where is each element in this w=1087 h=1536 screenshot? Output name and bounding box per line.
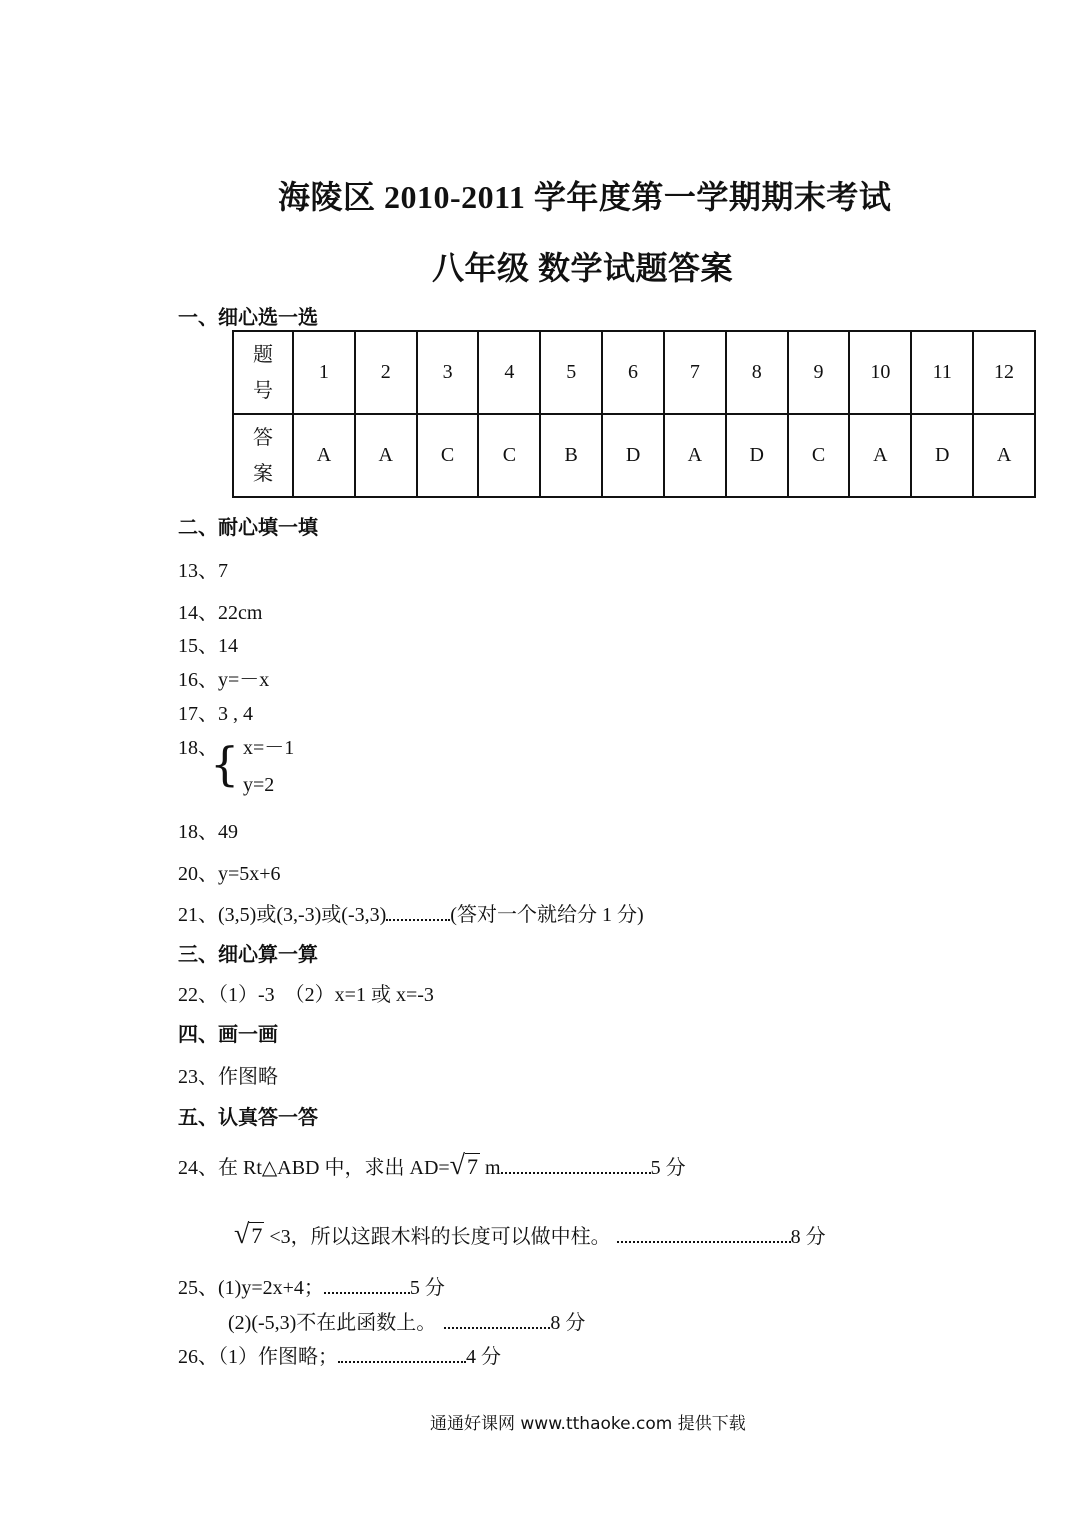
radicand: 7 xyxy=(251,1223,263,1248)
header-char: 案 xyxy=(253,462,273,485)
table-cell: A xyxy=(355,414,417,497)
sqrt-icon: √7 xyxy=(234,1219,263,1250)
table-row xyxy=(233,331,1035,414)
section-heading-4: 四、画一画 xyxy=(178,1024,278,1046)
page-subtitle: 八年级 数学试题答案 xyxy=(432,250,734,286)
table-cell: 12 xyxy=(973,331,1035,414)
table-cell: 3 xyxy=(417,331,479,414)
answer-24-score: 5 分 xyxy=(650,1157,686,1179)
sqrt-icon: √7 xyxy=(449,1150,479,1181)
header-char: 号 xyxy=(253,379,273,402)
table-row xyxy=(233,414,1035,497)
answer-25-2 xyxy=(228,1306,585,1335)
header-char: 答 xyxy=(253,426,273,449)
table-cell: 1 xyxy=(293,331,355,414)
table-cell: A xyxy=(664,414,726,497)
section-heading-1: 一、细心选一选 xyxy=(178,307,318,329)
table-cell: 7 xyxy=(664,331,726,414)
section-heading-2: 二、耐心填一填 xyxy=(178,517,318,539)
dotted-leader xyxy=(617,1227,791,1243)
section-heading-3: 三、细心算一算 xyxy=(178,944,318,966)
table-cell: A xyxy=(973,414,1035,497)
answer-21-note: (答对一个就给分 1 分) xyxy=(450,904,644,926)
answer-24-text: 24、在 Rt△ABD 中，求出 AD= xyxy=(178,1157,450,1179)
table-cell: 6 xyxy=(602,331,664,414)
multiple-choice-table xyxy=(232,330,1036,498)
answer-14: 14、22cm xyxy=(178,602,263,624)
answer-24b-score: 8 分 xyxy=(790,1226,826,1248)
answer-25-1 xyxy=(178,1271,445,1300)
answer-24-unit: m xyxy=(485,1157,501,1179)
table-cell: 11 xyxy=(911,331,973,414)
table-cell: 2 xyxy=(355,331,417,414)
answer-25-1-score: 5 分 xyxy=(409,1277,445,1299)
radicand: 7 xyxy=(467,1154,479,1179)
page-title: 海陵区 2010-2011 学年度第一学期期末考试 xyxy=(278,179,892,215)
table-cell: B xyxy=(540,414,602,497)
dotted-leader xyxy=(386,905,450,921)
footer-text: 通通好课网 www.tthaoke.com 提供下载 xyxy=(430,1414,746,1434)
answer-26-1-score: 4 分 xyxy=(466,1346,501,1368)
answer-24 xyxy=(178,1150,686,1182)
section-heading-5: 五、认真答一答 xyxy=(178,1107,318,1129)
answer-19: 18、49 xyxy=(178,821,238,843)
table-cell: C xyxy=(417,414,479,497)
table-cell: C xyxy=(478,414,540,497)
table-cell: 4 xyxy=(478,331,540,414)
brace-icon: { xyxy=(210,737,240,791)
answer-26-1-text: 26、（1）作图略； xyxy=(178,1346,338,1368)
table-cell: 5 xyxy=(540,331,602,414)
answer-18-line-2: y=2 xyxy=(243,774,275,796)
dotted-leader xyxy=(501,1158,651,1174)
table-cell: 8 xyxy=(726,331,788,414)
dotted-leader xyxy=(444,1313,550,1329)
answer-22: 22、（1）-3 （2）x=1 或 x=-3 xyxy=(178,984,434,1006)
answer-16: 16、y=－x xyxy=(178,669,270,691)
dotted-leader xyxy=(324,1278,410,1294)
answer-18-line-1: x=－1 xyxy=(243,737,295,759)
answer-24b-text: <3，所以这跟木料的长度可以做中柱。 xyxy=(269,1226,611,1248)
answer-25-2-score: 8 分 xyxy=(550,1312,586,1334)
answer-13: 13、7 xyxy=(178,560,228,582)
table-header-cell xyxy=(233,331,293,414)
table-cell: C xyxy=(788,414,850,497)
answer-17: 17、3 , 4 xyxy=(178,703,253,725)
table-cell: 10 xyxy=(849,331,911,414)
table-cell: D xyxy=(911,414,973,497)
answer-24b xyxy=(234,1219,826,1251)
answer-18-label: 18、 xyxy=(178,737,218,759)
answer-20: 20、y=5x+6 xyxy=(178,863,281,885)
answer-25-1-text: 25、(1)y=2x+4； xyxy=(178,1277,324,1299)
answer-26-1 xyxy=(178,1340,501,1369)
table-cell: A xyxy=(293,414,355,497)
answer-21-text: 21、(3,5)或(3,-3)或(-3,3) xyxy=(178,904,387,926)
table-cell: A xyxy=(849,414,911,497)
answer-15: 15、14 xyxy=(178,635,238,657)
answer-21 xyxy=(178,898,644,927)
header-char: 题 xyxy=(253,343,273,366)
answer-25-2-text: (2)(-5,3)不在此函数上。 xyxy=(228,1312,437,1334)
table-cell: 9 xyxy=(788,331,850,414)
dotted-leader xyxy=(338,1347,466,1363)
table-cell: D xyxy=(726,414,788,497)
table-header-cell xyxy=(233,414,293,497)
answer-23: 23、作图略 xyxy=(178,1066,278,1088)
table-cell: D xyxy=(602,414,664,497)
